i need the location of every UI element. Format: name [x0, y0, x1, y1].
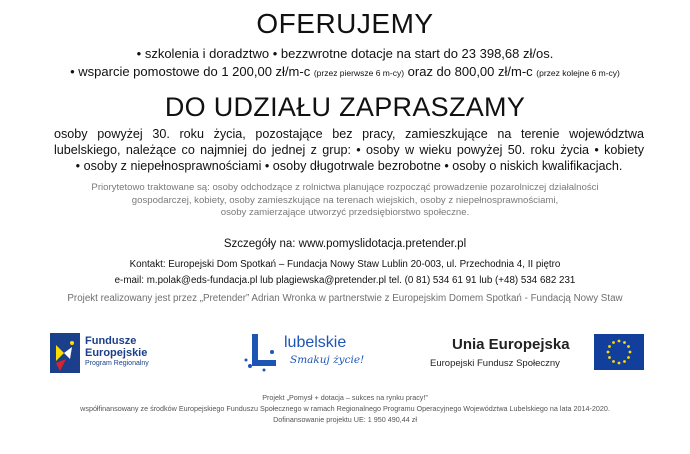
footer-text	[0, 392, 690, 425]
contact-address: Kontakt: Europejski Dom Spotkań – Fundacja Nowy Staw Lublin 20-003, ul. Przechodnia 4, II piętro	[129, 259, 561, 270]
offer-bridge-support: • wsparcie pomostowe do 1 200,00 zł/m-c	[70, 64, 314, 79]
invite-text	[54, 126, 644, 174]
fundusze-europejskie-logo	[50, 333, 170, 373]
priority-line-1: Priorytetowo traktowane są: osoby odchodzące z rolnictwa planujące rozpocząć prowadzenie pozarolniczej działalności	[91, 182, 599, 193]
fe-program: Program Regionalny	[85, 360, 149, 367]
lubelskie-mark-icon	[242, 330, 282, 374]
contact-email-phone: e-mail: m.polak@eds-fundacja.pl lub plagiewska@pretender.pl tel. (0 81) 534 61 91 lub (+48) 534 682 231	[114, 275, 576, 286]
ue-subtitle: Europejski Fundusz Społeczny	[430, 358, 560, 369]
lubelskie-logo	[242, 330, 382, 374]
eu-flag-icon	[594, 334, 644, 370]
footer-line-1: Projekt „Pomysł + dotacja – sukces na rynku pracy!”	[262, 393, 428, 402]
invite-line-2: lubelskiego, należące co najmniej do jednej z grup: • osoby w wieku powyżej 50. roku życia • kobiety	[54, 143, 644, 157]
priority-line-3: osoby zamierzające utworzyć przedsiębiorstwo społeczne.	[220, 207, 470, 218]
invite-line-3: • osoby z niepełnosprawnościami • osoby długotrwale bezrobotne • osoby o niskich kwalifikacjach.	[75, 159, 623, 173]
lubelskie-name: lubelskie	[284, 334, 347, 351]
offer-line-2	[0, 64, 690, 79]
unia-europejska-logo	[428, 334, 638, 374]
offer-bridge-support-2: oraz do 800,00 zł/m-c	[404, 64, 537, 79]
project-partnership: Projekt realizowany jest przez „Pretender” Adrian Wronka w partnerstwie z Europejskim Domem Spotkań - Fundacją Nowy Staw	[67, 293, 623, 304]
offer-second-period: (przez kolejne 6 m-cy)	[536, 68, 620, 78]
offer-title: OFERUJEMY	[256, 8, 434, 39]
offer-first-period: (przez pierwsze 6 m-cy)	[313, 68, 405, 78]
offer-line-1: • szkolenia i doradztwo • bezzwrotne dotacje na start do 23 398,68 zł/os.	[136, 46, 554, 61]
invite-title: DO UDZIAŁU ZAPRASZAMY	[164, 92, 526, 122]
fe-name-line-2: Europejskie	[85, 347, 148, 359]
fe-name	[85, 335, 147, 359]
fe-star-icon	[50, 333, 82, 373]
priority-line-2: gospodarczej, kobiety, osoby zamieszkujące na terenach wiejskich, osoby z niepełnosprawnościami,	[131, 194, 559, 206]
footer-line-3: Dofinansowanie projektu UE: 1 950 490,44 zł	[273, 415, 417, 424]
ue-title: Unia Europejska	[452, 336, 570, 353]
lubelskie-slogan: Smakuj życie!	[290, 354, 365, 366]
invite-line-1: osoby powyżej 30. roku życia, pozostające bez pracy, zamieszkujące na terenie województwa	[54, 127, 644, 141]
footer-line-2: współfinansowany ze środków Europejskiego Funduszu Społecznego w ramach Regionalnego Programu Operacyjnego Województwa Lubelskiego na lata 2014-2020.	[80, 404, 610, 413]
details-link[interactable]: Szczegóły na: www.pomyslidotacja.pretender.pl	[223, 238, 467, 250]
priority-text	[40, 182, 650, 220]
fe-name-line-1: Fundusze	[85, 335, 137, 347]
